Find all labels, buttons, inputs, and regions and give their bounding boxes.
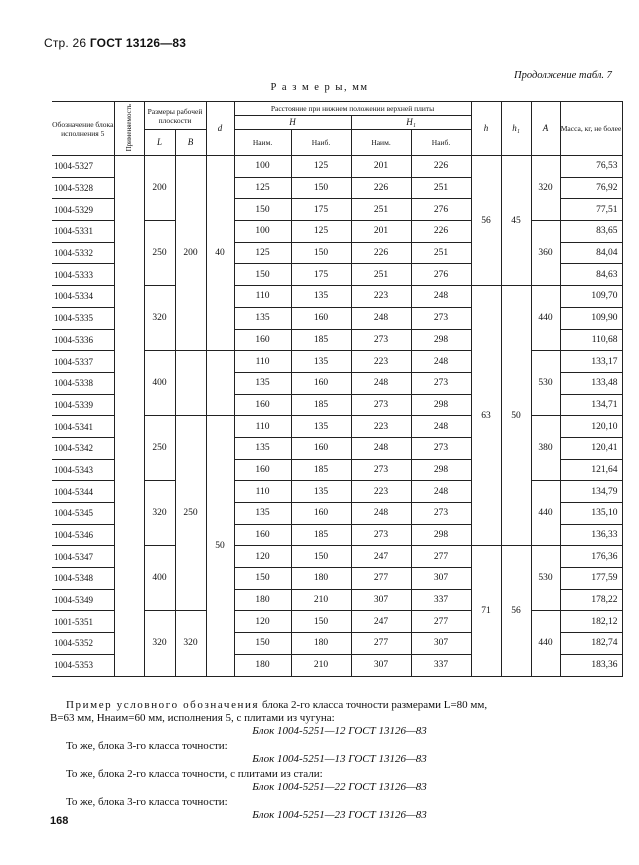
H1-max-cell: 273: [411, 503, 471, 525]
row-code: 1004-5349: [52, 589, 114, 611]
H1-min-cell: 273: [351, 524, 411, 546]
h1-cell: 45: [501, 156, 531, 286]
row-code: 1004-5336: [52, 329, 114, 351]
L-cell: 200: [144, 156, 175, 221]
H-min-cell: 160: [234, 524, 291, 546]
A-cell: 440: [531, 286, 560, 351]
H-max-cell: 175: [291, 264, 351, 286]
col-A: A: [531, 102, 560, 156]
H1-min-cell: 247: [351, 611, 411, 633]
H-min-cell: 110: [234, 416, 291, 438]
H1-min-cell: 307: [351, 654, 411, 676]
mass-cell: 134,71: [560, 394, 622, 416]
H-max-cell: 150: [291, 177, 351, 199]
mass-cell: 76,92: [560, 177, 622, 199]
mass-cell: 136,33: [560, 524, 622, 546]
application-cell: [114, 156, 144, 677]
H-min-cell: 135: [234, 437, 291, 459]
A-cell: 320: [531, 156, 560, 221]
H1-max-cell: 248: [411, 416, 471, 438]
H1-max-cell: 273: [411, 307, 471, 329]
row-code: 1001-5351: [52, 611, 114, 633]
B-cell: 320: [175, 611, 206, 676]
H-max-cell: 135: [291, 286, 351, 308]
mass-cell: 121,64: [560, 459, 622, 481]
col-application: Применяемость: [114, 102, 144, 156]
mass-cell: 83,65: [560, 221, 622, 243]
col-distance: Расстояние при нижнем положении верхней плиты: [234, 102, 471, 116]
example-text: блока 2-го класса точности размерами L=80 мм,: [261, 699, 488, 711]
col-H1: H₁: [351, 116, 471, 130]
H1-max-cell: 226: [411, 221, 471, 243]
H-min-cell: 160: [234, 394, 291, 416]
page-number-label: Стр. 26: [44, 36, 87, 50]
B-cell-empty: [175, 351, 206, 416]
example-line-6: То же, блока 2-го класса точности, с плитами из стали:: [66, 768, 323, 780]
mass-cell: 110,68: [560, 329, 622, 351]
H1-min-cell: 223: [351, 351, 411, 373]
L-cell: 250: [144, 221, 175, 286]
h-cell: 63: [471, 286, 501, 546]
H1-min-cell: 248: [351, 437, 411, 459]
mass-cell: 133,17: [560, 351, 622, 373]
H1-max-cell: 307: [411, 568, 471, 590]
H1-max-cell: 298: [411, 394, 471, 416]
mass-cell: 120,10: [560, 416, 622, 438]
mass-cell: 134,79: [560, 481, 622, 503]
h1-cell: 50: [501, 286, 531, 546]
A-cell: 530: [531, 546, 560, 611]
H-max-cell: 125: [291, 221, 351, 243]
A-cell: 440: [531, 481, 560, 546]
H-min-cell: 125: [234, 242, 291, 264]
H-max-cell: 180: [291, 568, 351, 590]
H1-min-cell: 247: [351, 546, 411, 568]
L-cell: 400: [144, 351, 175, 416]
d-cell: 50: [206, 416, 234, 676]
h-cell: 56: [471, 156, 501, 286]
col-mass: Масса, кг, не более: [560, 102, 622, 156]
L-cell: 250: [144, 416, 175, 481]
dimensions-table: [52, 101, 623, 677]
mass-cell: 120,41: [560, 437, 622, 459]
row-code: 1004-5353: [52, 654, 114, 676]
H-max-cell: 150: [291, 611, 351, 633]
H1-min-cell: 201: [351, 156, 411, 178]
d-cell-empty: [206, 351, 234, 416]
mass-cell: 109,90: [560, 307, 622, 329]
H1-min-cell: 226: [351, 177, 411, 199]
H-min-cell: 150: [234, 264, 291, 286]
L-cell: 400: [144, 546, 175, 611]
H-max-cell: 150: [291, 546, 351, 568]
H1-min-cell: 248: [351, 372, 411, 394]
H-min-cell: 135: [234, 503, 291, 525]
H-min-cell: 160: [234, 329, 291, 351]
row-code: 1004-5328: [52, 177, 114, 199]
H-min-cell: 120: [234, 546, 291, 568]
H-max-cell: 135: [291, 481, 351, 503]
H1-min-cell: 273: [351, 329, 411, 351]
H1-min-cell: 223: [351, 416, 411, 438]
H1-max-cell: 273: [411, 437, 471, 459]
col-L: L: [144, 130, 175, 156]
H-min-cell: 110: [234, 481, 291, 503]
mass-cell: 77,51: [560, 199, 622, 221]
H1-max-cell: 226: [411, 156, 471, 178]
H-min-cell: 110: [234, 286, 291, 308]
H-min-cell: 180: [234, 654, 291, 676]
A-cell: 440: [531, 611, 560, 676]
col-H: H: [234, 116, 351, 130]
B-cell: 200: [175, 156, 206, 351]
H1-min-cell: 277: [351, 568, 411, 590]
H1-max-cell: 298: [411, 524, 471, 546]
page-header: [44, 36, 186, 50]
row-code: 1004-5331: [52, 221, 114, 243]
H1-min-cell: 223: [351, 286, 411, 308]
H-max-cell: 185: [291, 524, 351, 546]
mass-cell: 176,36: [560, 546, 622, 568]
mass-cell: 109,70: [560, 286, 622, 308]
standard-number: ГОСТ 13126—83: [89, 36, 187, 50]
H-min-cell: 180: [234, 589, 291, 611]
L-cell: 320: [144, 611, 175, 676]
example-line-1: [66, 699, 487, 711]
H-min-cell: 135: [234, 372, 291, 394]
row-code: 1004-5338: [52, 372, 114, 394]
H1-min-cell: 251: [351, 264, 411, 286]
table-title: Р а з м е р ы, мм: [270, 82, 369, 93]
H-min-cell: 110: [234, 351, 291, 373]
row-code: 1004-5345: [52, 503, 114, 525]
H-max-cell: 160: [291, 372, 351, 394]
col-B: B: [175, 130, 206, 156]
H-max-cell: 210: [291, 589, 351, 611]
H1-min-cell: 248: [351, 503, 411, 525]
H1-min-cell: 248: [351, 307, 411, 329]
H-max-cell: 160: [291, 307, 351, 329]
H-min-cell: 100: [234, 221, 291, 243]
H-max-cell: 180: [291, 633, 351, 655]
mass-cell: 133,48: [560, 372, 622, 394]
mass-cell: 177,59: [560, 568, 622, 590]
H1-max-cell: 248: [411, 286, 471, 308]
row-code: 1004-5333: [52, 264, 114, 286]
col-H-max: Наиб.: [291, 130, 351, 156]
H1-min-cell: 273: [351, 394, 411, 416]
row-code: 1004-5352: [52, 633, 114, 655]
example-line-8: То же, блока 3-го класса точности:: [66, 796, 228, 808]
row-code: 1004-5343: [52, 459, 114, 481]
table-row: [52, 156, 622, 178]
H-min-cell: 135: [234, 307, 291, 329]
mass-cell: 178,22: [560, 589, 622, 611]
H1-max-cell: 276: [411, 199, 471, 221]
H-max-cell: 185: [291, 329, 351, 351]
H-max-cell: 150: [291, 242, 351, 264]
table-continuation-note: Продолжение табл. 7: [514, 70, 612, 81]
H1-min-cell: 223: [351, 481, 411, 503]
col-h1: h₁: [501, 102, 531, 156]
B-cell: 250: [175, 416, 206, 611]
L-cell: 320: [144, 286, 175, 351]
col-d: d: [206, 102, 234, 156]
H-min-cell: 150: [234, 568, 291, 590]
H1-min-cell: 201: [351, 221, 411, 243]
H1-max-cell: 251: [411, 242, 471, 264]
mass-cell: 84,04: [560, 242, 622, 264]
H-max-cell: 175: [291, 199, 351, 221]
row-code: 1004-5342: [52, 437, 114, 459]
example-designation-1: Блок 1004-5251—12 ГОСТ 13126—83: [252, 725, 427, 737]
col-H1-min: Наим.: [351, 130, 411, 156]
row-code: 1004-5347: [52, 546, 114, 568]
example-designation-3: Блок 1004-5251—22 ГОСТ 13126—83: [252, 781, 427, 793]
row-code: 1004-5327: [52, 156, 114, 178]
row-code: 1004-5341: [52, 416, 114, 438]
H-max-cell: 185: [291, 459, 351, 481]
H1-max-cell: 248: [411, 481, 471, 503]
row-code: 1004-5335: [52, 307, 114, 329]
H-max-cell: 135: [291, 416, 351, 438]
H-max-cell: 135: [291, 351, 351, 373]
A-cell: 530: [531, 351, 560, 416]
H1-max-cell: 251: [411, 177, 471, 199]
row-code: 1004-5337: [52, 351, 114, 373]
H-min-cell: 100: [234, 156, 291, 178]
H-min-cell: 160: [234, 459, 291, 481]
H-max-cell: 160: [291, 503, 351, 525]
H1-max-cell: 307: [411, 633, 471, 655]
h1-cell: 56: [501, 546, 531, 676]
H-min-cell: 150: [234, 199, 291, 221]
d-cell: 40: [206, 156, 234, 351]
mass-cell: 84,63: [560, 264, 622, 286]
row-code: 1004-5344: [52, 481, 114, 503]
L-cell: 320: [144, 481, 175, 546]
H-min-cell: 120: [234, 611, 291, 633]
row-code: 1004-5339: [52, 394, 114, 416]
H1-max-cell: 273: [411, 372, 471, 394]
h-cell: 71: [471, 546, 501, 676]
H1-min-cell: 277: [351, 633, 411, 655]
H1-max-cell: 277: [411, 611, 471, 633]
H1-min-cell: 226: [351, 242, 411, 264]
H1-min-cell: 273: [351, 459, 411, 481]
mass-cell: 135,10: [560, 503, 622, 525]
row-code: 1004-5346: [52, 524, 114, 546]
row-code: 1004-5334: [52, 286, 114, 308]
example-line-4: То же, блока 3-го класса точности:: [66, 740, 228, 752]
footer-page-number: 168: [50, 815, 69, 827]
mass-cell: 183,36: [560, 654, 622, 676]
example-line-2: B=63 мм, Hнаим=60 мм, исполнения 5, с плитами из чугуна:: [50, 712, 335, 724]
col-H-min: Наим.: [234, 130, 291, 156]
H1-max-cell: 337: [411, 654, 471, 676]
A-cell: 380: [531, 416, 560, 481]
H-min-cell: 150: [234, 633, 291, 655]
mass-cell: 182,12: [560, 611, 622, 633]
H-min-cell: 125: [234, 177, 291, 199]
col-h: h: [471, 102, 501, 156]
A-cell: 360: [531, 221, 560, 286]
H1-max-cell: 248: [411, 351, 471, 373]
col-designation: Обозначение блока исполнения 5: [52, 102, 114, 156]
mass-cell: 76,53: [560, 156, 622, 178]
row-code: 1004-5348: [52, 568, 114, 590]
H1-max-cell: 337: [411, 589, 471, 611]
row-code: 1004-5329: [52, 199, 114, 221]
example-designation-2: Блок 1004-5251—13 ГОСТ 13126—83: [252, 753, 427, 765]
example-heading: Пример условного обозначения: [66, 699, 260, 711]
H-max-cell: 185: [291, 394, 351, 416]
H1-max-cell: 277: [411, 546, 471, 568]
row-code: 1004-5332: [52, 242, 114, 264]
mass-cell: 182,74: [560, 633, 622, 655]
H-max-cell: 160: [291, 437, 351, 459]
H1-max-cell: 298: [411, 329, 471, 351]
H-max-cell: 125: [291, 156, 351, 178]
H1-max-cell: 298: [411, 459, 471, 481]
H1-min-cell: 307: [351, 589, 411, 611]
H1-min-cell: 251: [351, 199, 411, 221]
H1-max-cell: 276: [411, 264, 471, 286]
example-designation-4: Блок 1004-5251—23 ГОСТ 13126—83: [252, 809, 427, 821]
H-max-cell: 210: [291, 654, 351, 676]
col-H1-max: Наиб.: [411, 130, 471, 156]
col-work-surface: Размеры рабочей плоскости: [144, 102, 206, 130]
